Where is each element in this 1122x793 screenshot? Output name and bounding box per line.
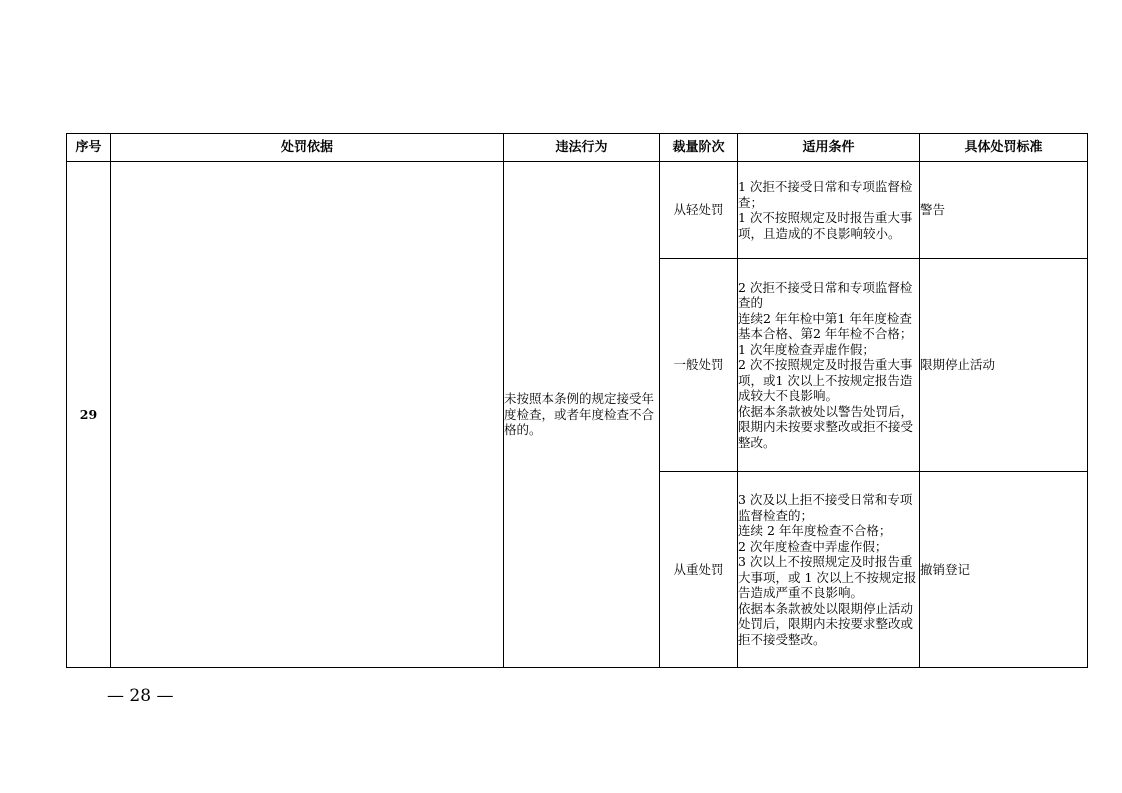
condition-line: 依据本条款被处以限期停止活动处罚后，限期内未按要求整改或拒不接受整改。 bbox=[738, 600, 914, 647]
level-heavy: 从重处罚 bbox=[660, 472, 738, 668]
conditions-general bbox=[738, 259, 920, 472]
violation-cell: 未按照本条例的规定接受年度检查，或者年度检查不合格的。 bbox=[504, 162, 660, 668]
condition-line: 连续 2 年年度检查不合格； bbox=[738, 523, 892, 538]
condition-line: 连续2 年年检中第1 年年度检查基本合格、第2 年年检不合格； bbox=[738, 310, 913, 342]
header-violation: 违法行为 bbox=[504, 134, 660, 162]
condition-line: 2 次年度检查中弄虚作假； bbox=[738, 538, 888, 554]
header-discretion-level: 裁量阶次 bbox=[660, 134, 738, 162]
condition-line: 1 次年度检查弄虚作假； bbox=[738, 341, 875, 357]
conditions-light bbox=[738, 162, 920, 259]
page-number: — 28 — bbox=[107, 686, 174, 706]
condition-line: 依据本条款被处以警告处罚后，限期内未按要求整改或拒不接受整改。 bbox=[738, 403, 914, 450]
header-penalty-basis: 处罚依据 bbox=[111, 134, 504, 162]
header-serial-number: 序号 bbox=[67, 134, 111, 162]
condition-line: 1 次不按照规定及时报告重大事项，且造成的不良影响较小。 bbox=[738, 210, 913, 241]
header-penalty-standard: 具体处罚标准 bbox=[920, 134, 1088, 162]
condition-line: 2 次拒不接受日常和专项监督检查的 bbox=[738, 279, 913, 311]
standard-heavy: 撤销登记 bbox=[920, 472, 1088, 668]
condition-line: 2 次不按照规定及时报告重大事项，或1 次以上不按规定报告造成较大不良影响。 bbox=[738, 357, 913, 404]
row-number: 29 bbox=[67, 162, 111, 668]
header-applicable-conditions: 适用条件 bbox=[738, 134, 920, 162]
condition-line: 1 次拒不接受日常和专项监督检查； bbox=[738, 179, 913, 210]
level-general: 一般处罚 bbox=[660, 259, 738, 472]
level-light: 从轻处罚 bbox=[660, 162, 738, 259]
table-header-row bbox=[67, 134, 1088, 162]
penalty-standard-table bbox=[66, 133, 1088, 668]
condition-line: 3 次及以上拒不接受日常和专项监督检查的； bbox=[738, 492, 913, 523]
conditions-heavy bbox=[738, 472, 920, 668]
penalty-basis-cell bbox=[111, 162, 504, 668]
condition-line: 3 次以上不按照规定及时报告重大事项，或 1 次以上不按规定报告造成严重不良影响。 bbox=[738, 554, 917, 600]
standard-general: 限期停止活动 bbox=[920, 259, 1088, 472]
standard-light: 警告 bbox=[920, 162, 1088, 259]
table-row bbox=[67, 162, 1088, 259]
